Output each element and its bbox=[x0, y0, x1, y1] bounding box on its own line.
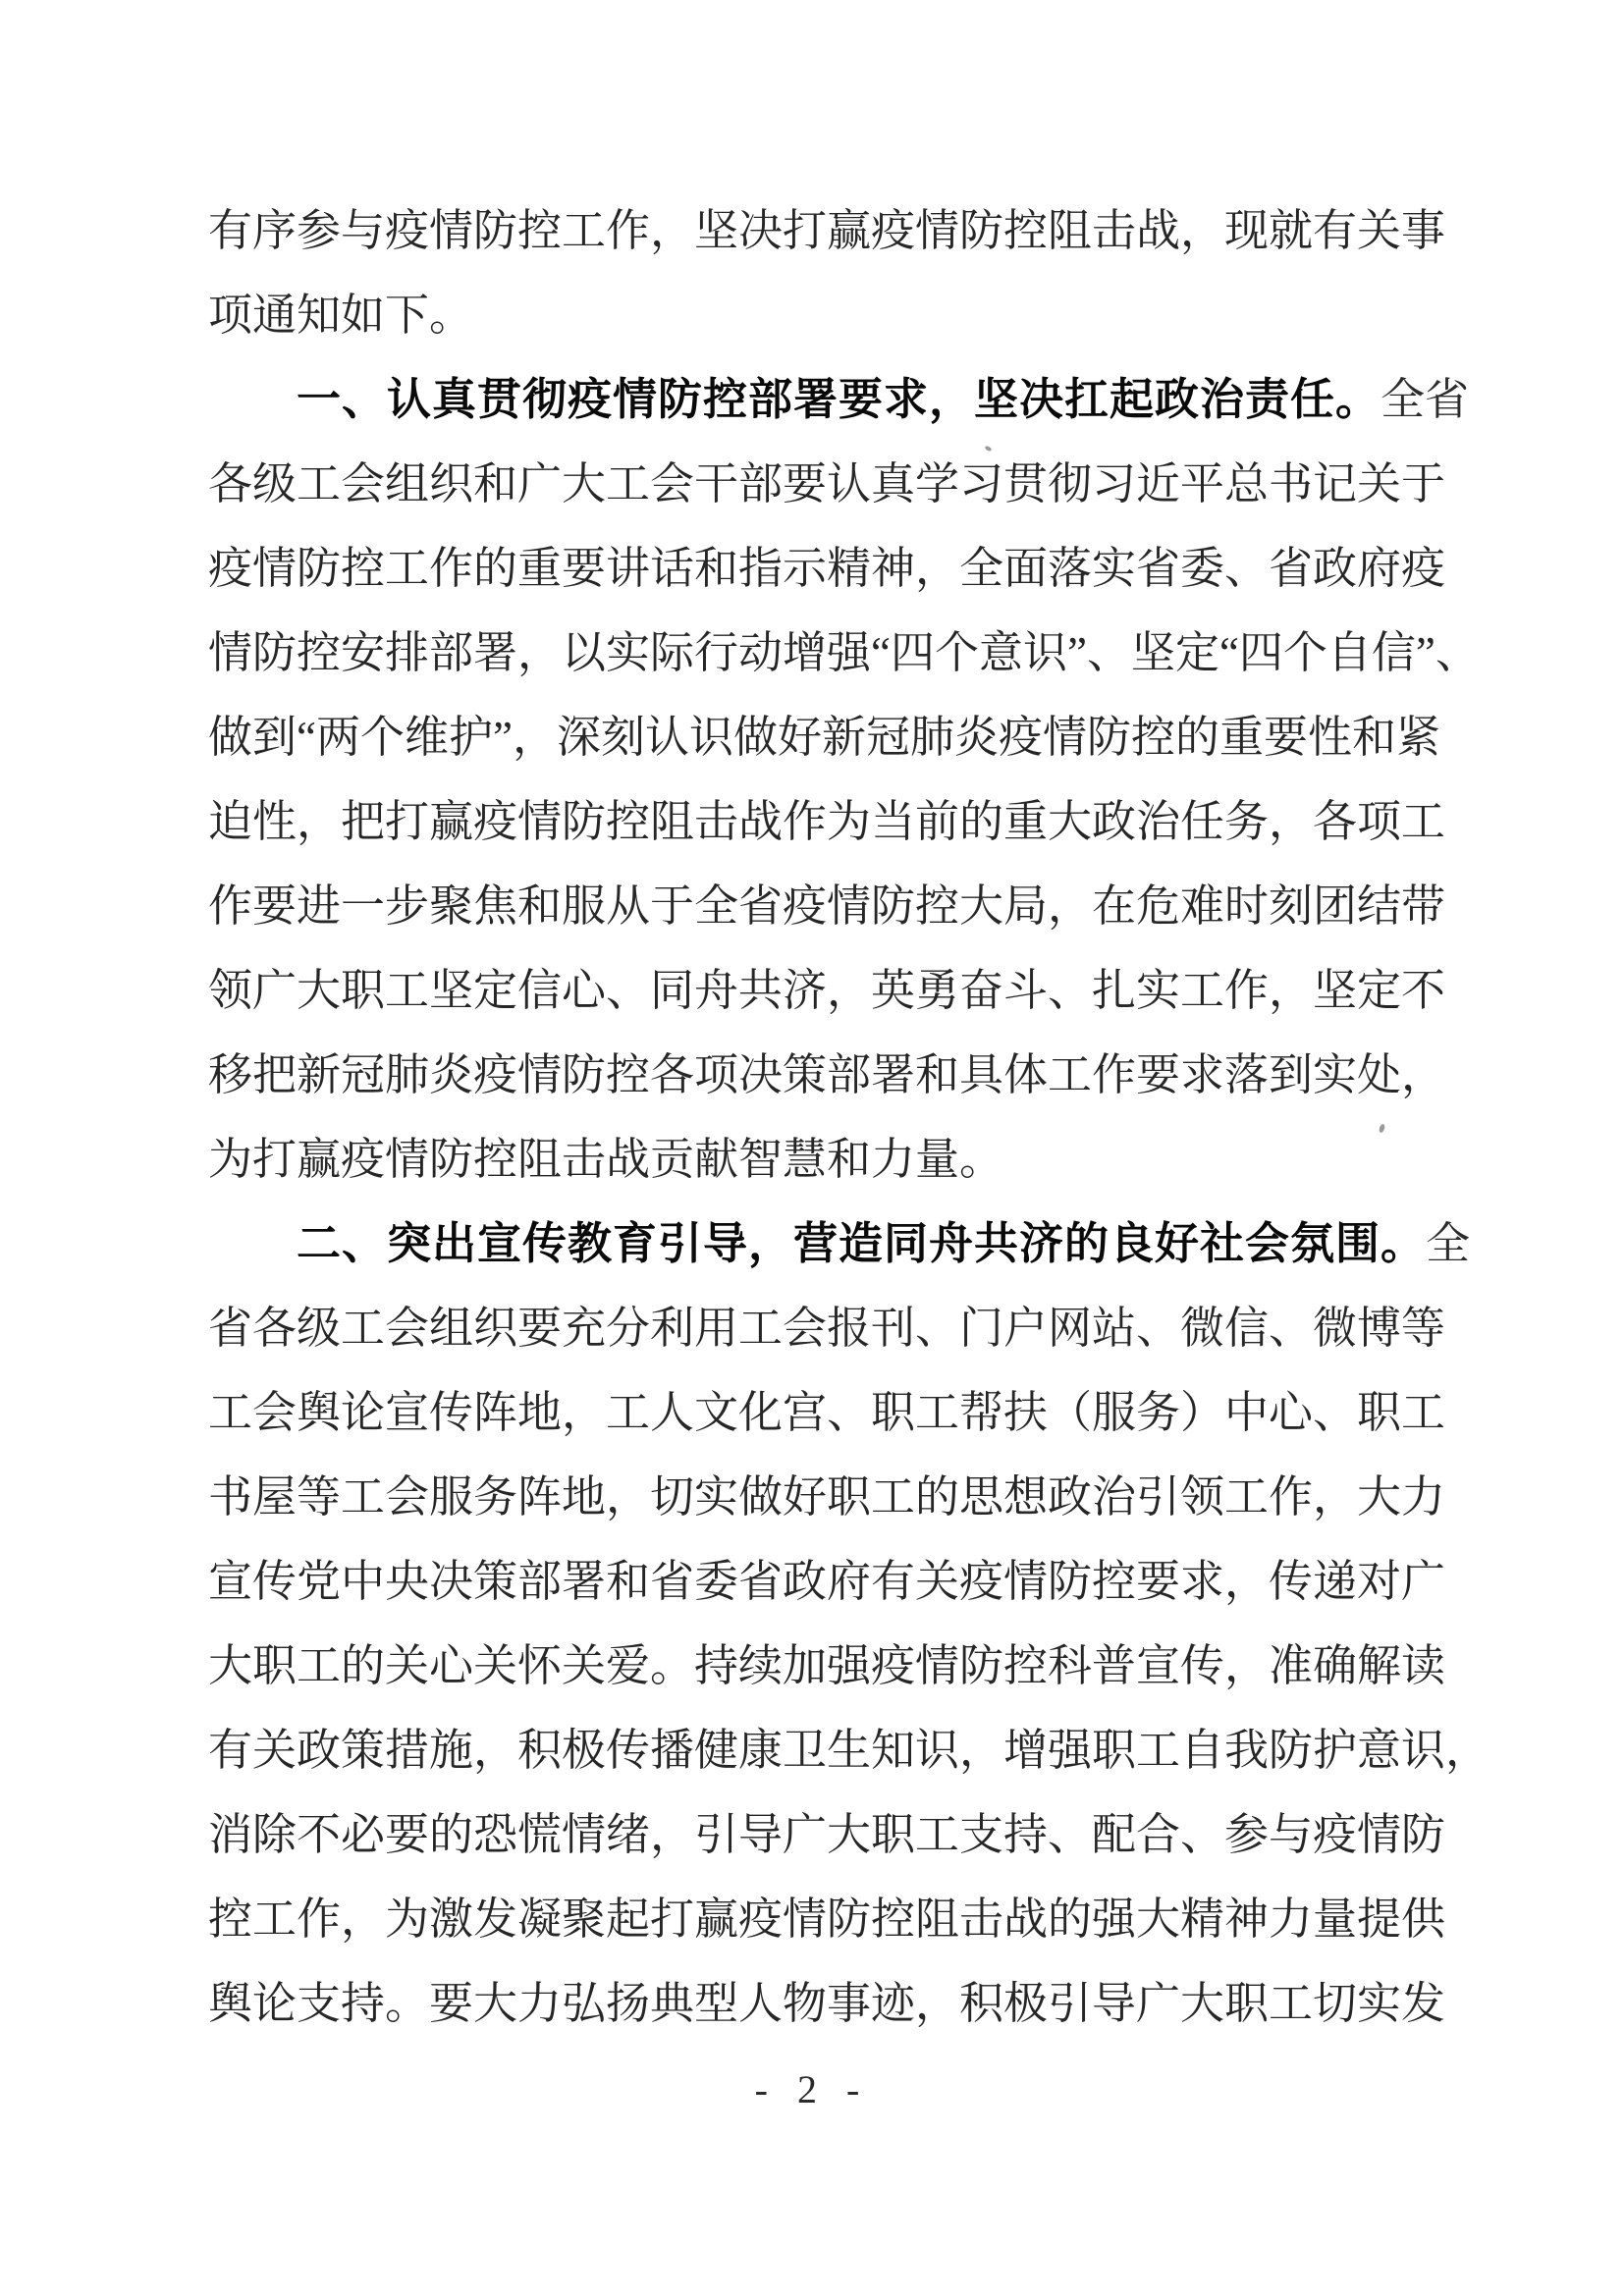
section-2-heading-line bbox=[208, 1201, 1471, 1286]
text-line: 消除不必要的恐慌情绪，引导广大职工支持、配合、参与疫情防 bbox=[208, 1810, 1446, 1859]
text-line: 移把新冠肺炎疫情防控各项决策部署和具体工作要求落到实处， bbox=[208, 1050, 1446, 1099]
section-2-heading: 二、突出宣传教育引导，营造同舟共济的良好社会氛围。 bbox=[297, 1218, 1427, 1268]
text-line: 项通知如下。 bbox=[208, 291, 474, 340]
text-line: 作要进一步聚焦和服从于全省疫情防控大局，在危难时刻团结带 bbox=[208, 881, 1446, 931]
section-1-heading-tail: 全省 bbox=[1380, 375, 1470, 424]
text-line: 宣传党中央决策部署和省委省政府有关疫情防控要求，传递对广 bbox=[208, 1557, 1446, 1606]
text-line: 省各级工会组织要充分利用工会报刊、门户网站、微信、微博等 bbox=[208, 1304, 1446, 1353]
text-line: 做到“两个维护”，深刻认识做好新冠肺炎疫情防控的重要性和紧 bbox=[208, 713, 1440, 762]
text-line: 工会舆论宣传阵地，工人文化宫、职工帮扶（服务）中心、职工 bbox=[208, 1388, 1446, 1437]
text-line: 控工作，为激发凝聚起打赢疫情防控阻击战的强大精神力量提供 bbox=[208, 1895, 1446, 1944]
text-line: 疫情防控工作的重要讲话和指示精神，全面落实省委、省政府疫 bbox=[208, 544, 1446, 593]
page-number: - 2 - bbox=[754, 2067, 870, 2111]
section-1-heading: 一、认真贯彻疫情防控部署要求，坚决扛起政治责任。 bbox=[297, 374, 1381, 424]
section-1-heading-line bbox=[208, 357, 1470, 442]
text-line: 书屋等工会服务阵地，切实做好职工的思想政治引领工作，大力 bbox=[208, 1472, 1446, 1522]
text-line: 迫性，把打赢疫情防控阻击战作为当前的重大政治任务，各项工 bbox=[208, 797, 1446, 846]
text-line: 各级工会组织和广大工会干部要认真学习贯彻习近平总书记关于 bbox=[208, 459, 1446, 508]
document-body bbox=[208, 188, 1490, 2046]
text-line: 领广大职工坚定信心、同舟共济，英勇奋斗、扎实工作，坚定不 bbox=[208, 966, 1446, 1015]
text-line: 为打赢疫情防控阻击战贡献智慧和力量。 bbox=[208, 1135, 1004, 1184]
section-2-heading-tail: 全 bbox=[1426, 1219, 1471, 1268]
text-line: 情防控安排部署，以实际行动增强“四个意识”、坚定“四个自信”、 bbox=[208, 628, 1480, 677]
text-line: 有序参与疫情防控工作，坚决打赢疫情防控阻击战，现就有关事 bbox=[208, 206, 1446, 255]
text-line: 有关政策措施，积极传播健康卫生知识，增强职工自我防护意识， bbox=[208, 1726, 1490, 1775]
text-line: 舆论支持。要大力弘扬典型人物事迹，积极引导广大职工切实发 bbox=[208, 1979, 1446, 2028]
text-line: 大职工的关心关怀关爱。持续加强疫情防控科普宣传，准确解读 bbox=[208, 1641, 1446, 1690]
